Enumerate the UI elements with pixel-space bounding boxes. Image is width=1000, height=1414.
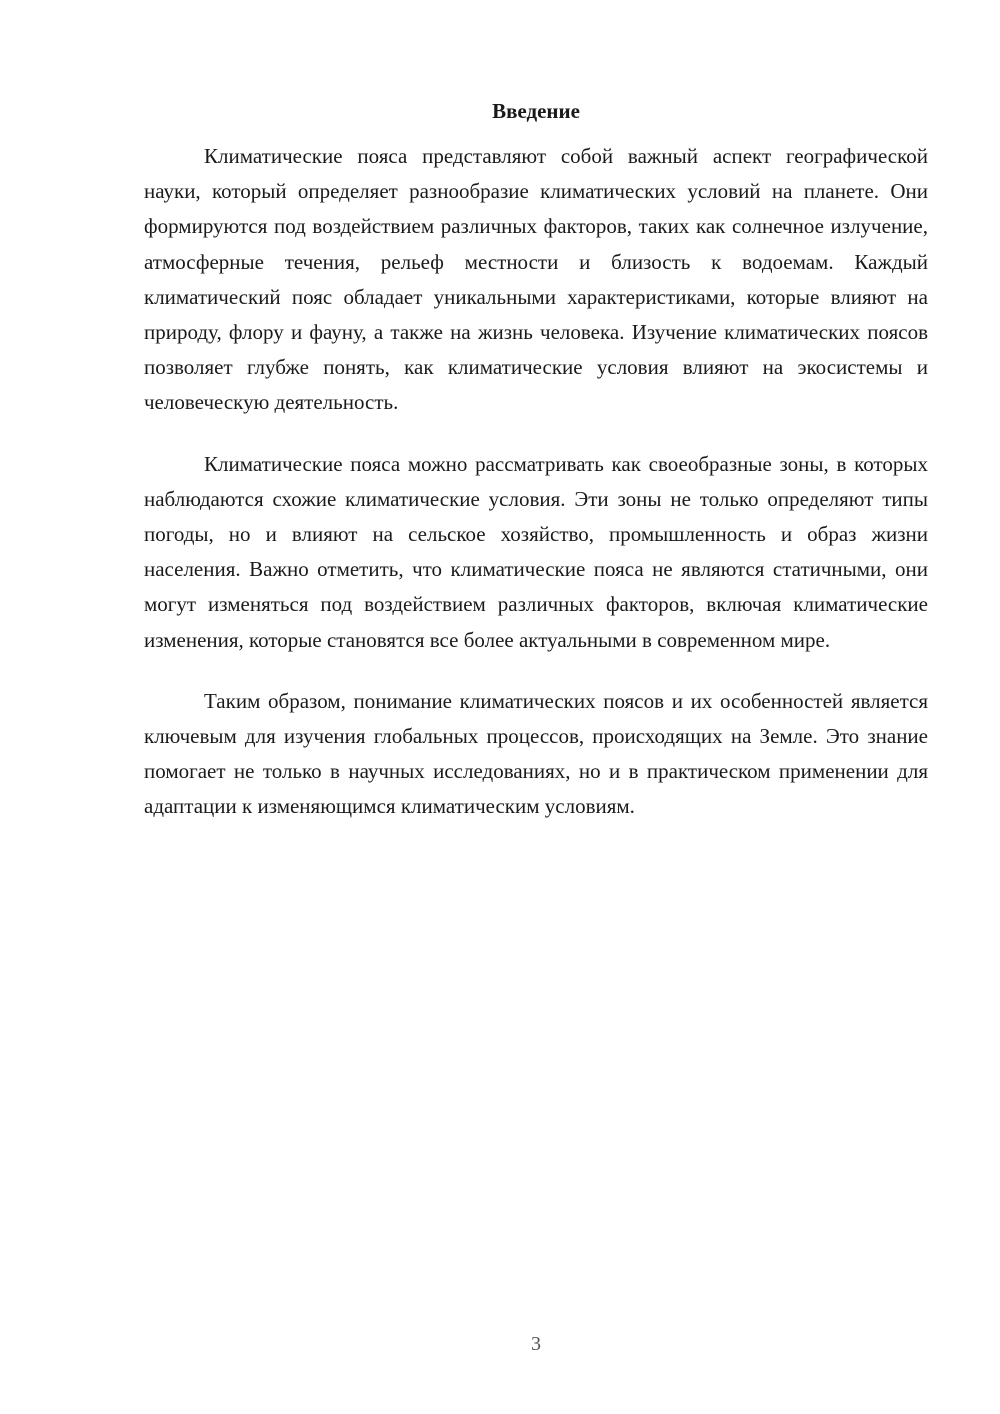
paragraph-3: Таким образом, понимание климатических поясов и их особенностей является ключевым для изучения глобальных процессов, происходящих на Земле. Это знание помогает не только в научных исследованиях, но и в практическом применении для адаптации к изменяющимся климатическим условиям. bbox=[144, 688, 928, 819]
paragraph-2: Климатические пояса можно рассматривать как своеобразные зоны, в которых наблюдаются схожие климатические условия. Эти зоны не только определяют типы погоды, но и влияют на сельское хозяйство, промышленность и образ жизни населения. Важно отметить, что климатические пояса не являются статичными, они могут изменяться под воздействием различных факторов, включая климатические изменения, которые становятся все более актуальными в современном мире. bbox=[144, 451, 928, 652]
page-content bbox=[144, 96, 928, 851]
paragraph-1: Климатические пояса представляют собой важный аспект географической науки, который определяет разнообразие климатических условий на планете. Они формируются под воздействием различных факторов, таких как солнечное излучение, атмосферные течения, рельеф местности и близость к водоемам. Каждый климатический пояс обладает уникальными характеристиками, которые влияют на природу, флору и фауну, а также на жизнь человека. Изучение климатических поясов позволяет глубже понять, как климатические условия влияют на экосистемы и человеческую деятельность. bbox=[144, 144, 928, 415]
section-title: Введение bbox=[492, 99, 580, 123]
page-number: 3 bbox=[531, 1333, 541, 1355]
